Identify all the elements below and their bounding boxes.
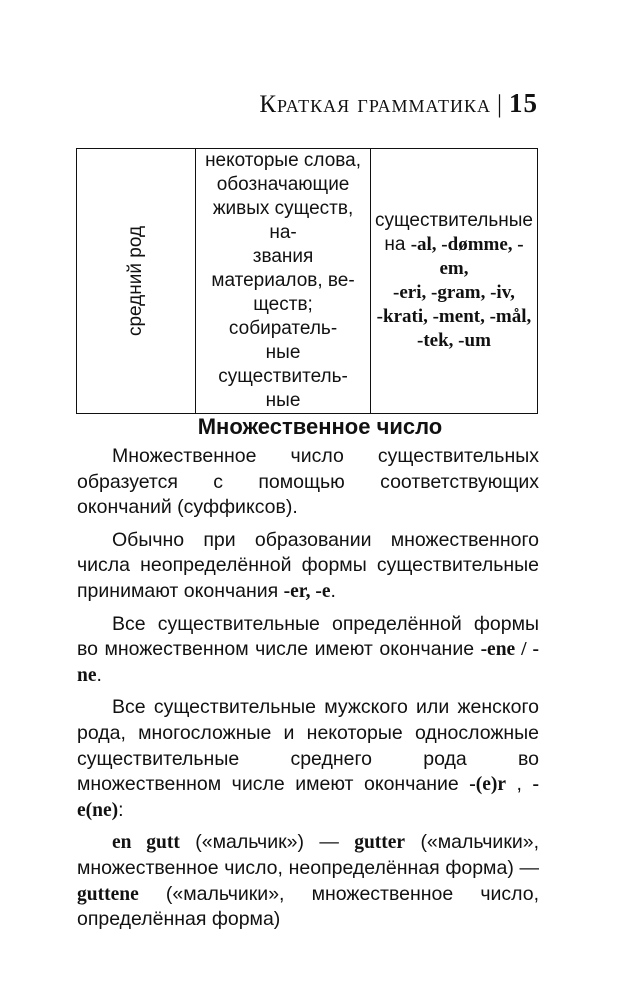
plural-suffix-er: -(e)r (469, 774, 507, 796)
paragraph-4-end: : (118, 798, 124, 821)
body-text (77, 444, 539, 940)
book-section-title: Краткая грамматика (259, 91, 491, 118)
endings-cell (370, 149, 537, 414)
endings-intro: существительные (374, 210, 533, 231)
paragraph-3-text: Все существительные определённой формы во множественном числе имеют окончание (77, 612, 539, 661)
plural-suffix-ene: -e(ne) (77, 774, 539, 821)
section-title: Множественное число (197, 414, 443, 439)
description-cell: некоторые слова, обозначающие живых существ, на- звания материалов, ве- ществ; собиратель- ные существитель- ные (196, 149, 371, 414)
example-word-plural-indefinite: gutter (354, 832, 406, 854)
paragraph-4-mid: , (506, 773, 533, 796)
table-row (77, 149, 538, 414)
gender-label: средний род (125, 225, 147, 337)
gender-cell (77, 149, 196, 414)
paragraph-4 (77, 695, 539, 823)
example-paragraph (77, 830, 539, 932)
gender-table (76, 148, 538, 414)
paragraph-3-end: . (96, 663, 102, 686)
endings-suffixes: -al, -dømme, -em, -eri, -gram, -iv, -krati, -ment, -mål, -tek, -um (376, 234, 532, 351)
paragraph-2-end: . (330, 579, 336, 602)
paragraph-1: Множественное число существительных образуется с помощью соответствующих окончаний (суффиксов). (77, 445, 539, 519)
endings-prefix: на (384, 234, 411, 255)
paragraph-2 (77, 528, 539, 605)
page-number: 15 (509, 88, 538, 118)
running-header (0, 90, 538, 117)
plural-indefinite-suffix: -er, -e (283, 580, 331, 602)
example-word-plural-definite: guttene (77, 883, 139, 905)
example-text-3: («мальчики», множественное число, определённая форма) (77, 882, 539, 931)
paragraph-4-text: Все существительные мужского или женского рода, многосложные и некоторые односложные существительные среднего рода во множественном числе имеют окончание (77, 696, 539, 796)
paragraph-3 (77, 612, 539, 689)
example-text-1: («мальчик») — (179, 831, 355, 854)
paragraph-2-text: Обычно при образовании множественного числа неопределённой формы существительные принимают окончания (77, 528, 539, 602)
example-text-2: («мальчики», множественное число, неопределённая форма) — (77, 831, 540, 879)
plural-definite-suffix: -ene / -ne (77, 639, 539, 686)
header-separator: | (496, 91, 503, 118)
example-word-singular: en gutt (112, 832, 180, 854)
